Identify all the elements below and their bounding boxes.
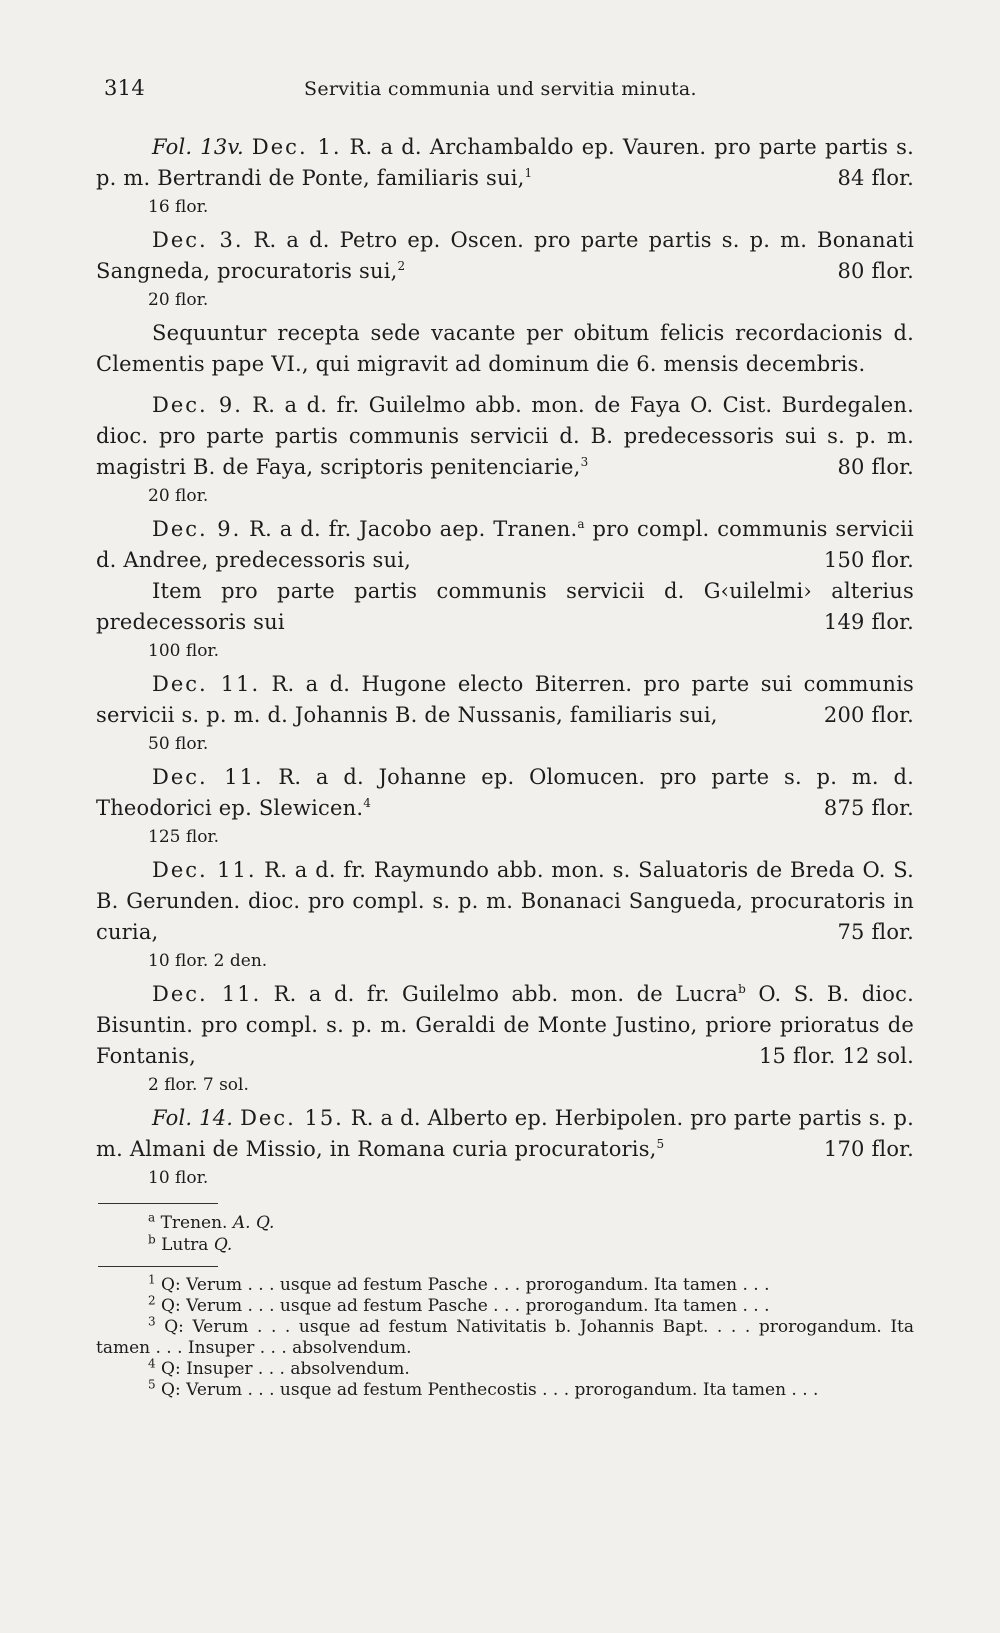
divider	[98, 1266, 218, 1267]
running-title: Servitia communia und servitia minuta.	[304, 78, 697, 100]
amount: 80 flor.	[837, 455, 914, 479]
amount: 75 flor.	[837, 920, 914, 944]
page-header	[104, 76, 904, 106]
entry: Item pro parte partis communis servicii d. G‹uilelmi› alterius predecessoris sui 149 flor.	[96, 576, 914, 638]
amount: 150 flor.	[823, 548, 914, 572]
text-note: $^b$ Lutra Q.	[148, 1232, 233, 1255]
payment-note: 20 flor.	[148, 290, 209, 310]
divider	[98, 1203, 218, 1204]
payment-note: 50 flor.	[148, 734, 209, 754]
entry: Fol. 13v. Dec. 1. R. a d. Archambaldo ep. Vauren. pro parte partis s. p. m. Bertrandi de Ponte, familiaris sui,$^1$ 84 flor.	[96, 132, 914, 194]
entry: Dec. 11. R. a d. fr. Guilelmo abb. mon. de Lucra$^b$ O. S. B. dioc. Bisuntin. pro compl. s. p. m. Geraldi de Monte Justino, priore prioratus de Fontanis, 15 flor. 12 sol.	[96, 979, 914, 1072]
amount: 15 flor. 12 sol.	[758, 1044, 914, 1068]
footnote: $^4$ Q: Insuper . . . absolvendum.	[148, 1356, 410, 1379]
entry: Dec. 9. R. a d. fr. Guilelmo abb. mon. de Faya O. Cist. Burdegalen. dioc. pro parte partis communis servicii d. B. predecessoris sui s. p. m. magistri B. de Faya, scriptoris penitenciarie,$^3$ 80 flor.	[96, 390, 914, 483]
payment-note: 125 flor.	[148, 827, 220, 847]
entry: Dec. 9. R. a d. fr. Jacobo aep. Tranen.$^a$ pro compl. communis servicii d. Andree, predecessoris sui, 150 flor.	[96, 514, 914, 576]
amount: 84 flor.	[837, 166, 914, 190]
footnote: $^3$ Q: Verum . . . usque ad festum Nativitatis b. Johannis Bapt. . . . prorogandum. Ita tamen . . . Insuper . . . absolvendum.	[96, 1314, 914, 1358]
footnote: $^1$ Q: Verum . . . usque ad festum Pasche . . . prorogandum. Ita tamen . . .	[148, 1272, 770, 1295]
amount: 170 flor.	[823, 1137, 914, 1161]
entry: Dec. 11. R. a d. fr. Raymundo abb. mon. s. Saluatoris de Breda O. S. B. Gerunden. dioc. pro compl. s. p. m. Bonanaci Sangueda, procuratoris in curia, 75 flor.	[96, 855, 914, 948]
amount: 80 flor.	[837, 259, 914, 283]
payment-note: 16 flor.	[148, 197, 209, 217]
entry: Dec. 11. R. a d. Hugone electo Biterren. pro parte sui communis servicii s. p. m. d. Johannis B. de Nussanis, familiaris sui, 200 flor.	[96, 669, 914, 731]
entry: Fol. 14. Dec. 15. R. a d. Alberto ep. Herbipolen. pro parte partis s. p. m. Almani de Missio, in Romana curia procuratoris,$^5$ 170 flor.	[96, 1103, 914, 1165]
footnote: $^2$ Q: Verum . . . usque ad festum Pasche . . . prorogandum. Ita tamen . . .	[148, 1293, 770, 1316]
amount: 149 flor.	[823, 610, 914, 634]
payment-note: 10 flor.	[148, 1168, 209, 1188]
payment-note: 100 flor.	[148, 641, 220, 661]
page-number: 314	[104, 76, 145, 100]
amount: 875 flor.	[823, 796, 914, 820]
document-body	[96, 132, 914, 1401]
amount: 200 flor.	[823, 703, 914, 727]
footnote: $^5$ Q: Verum . . . usque ad festum Penthecostis . . . prorogandum. Ita tamen . . .	[148, 1377, 819, 1400]
payment-note: 2 flor. 7 sol.	[148, 1075, 249, 1095]
entry: Sequuntur recepta sede vacante per obitum felicis recordacionis d. Clementis pape VI., qui migravit ad dominum die 6. mensis decembris.	[96, 321, 914, 376]
text-note: $^a$ Trenen. A. Q.	[148, 1210, 275, 1233]
entry: Dec. 3. R. a d. Petro ep. Oscen. pro parte partis s. p. m. Bonanati Sangneda, procuratoris sui,$^2$ 80 flor.	[96, 225, 914, 287]
entry: Dec. 11. R. a d. Johanne ep. Olomucen. pro parte s. p. m. d. Theodorici ep. Slewicen.$^4$ 875 flor.	[96, 762, 914, 824]
payment-note: 10 flor. 2 den.	[148, 951, 268, 971]
payment-note: 20 flor.	[148, 486, 209, 506]
